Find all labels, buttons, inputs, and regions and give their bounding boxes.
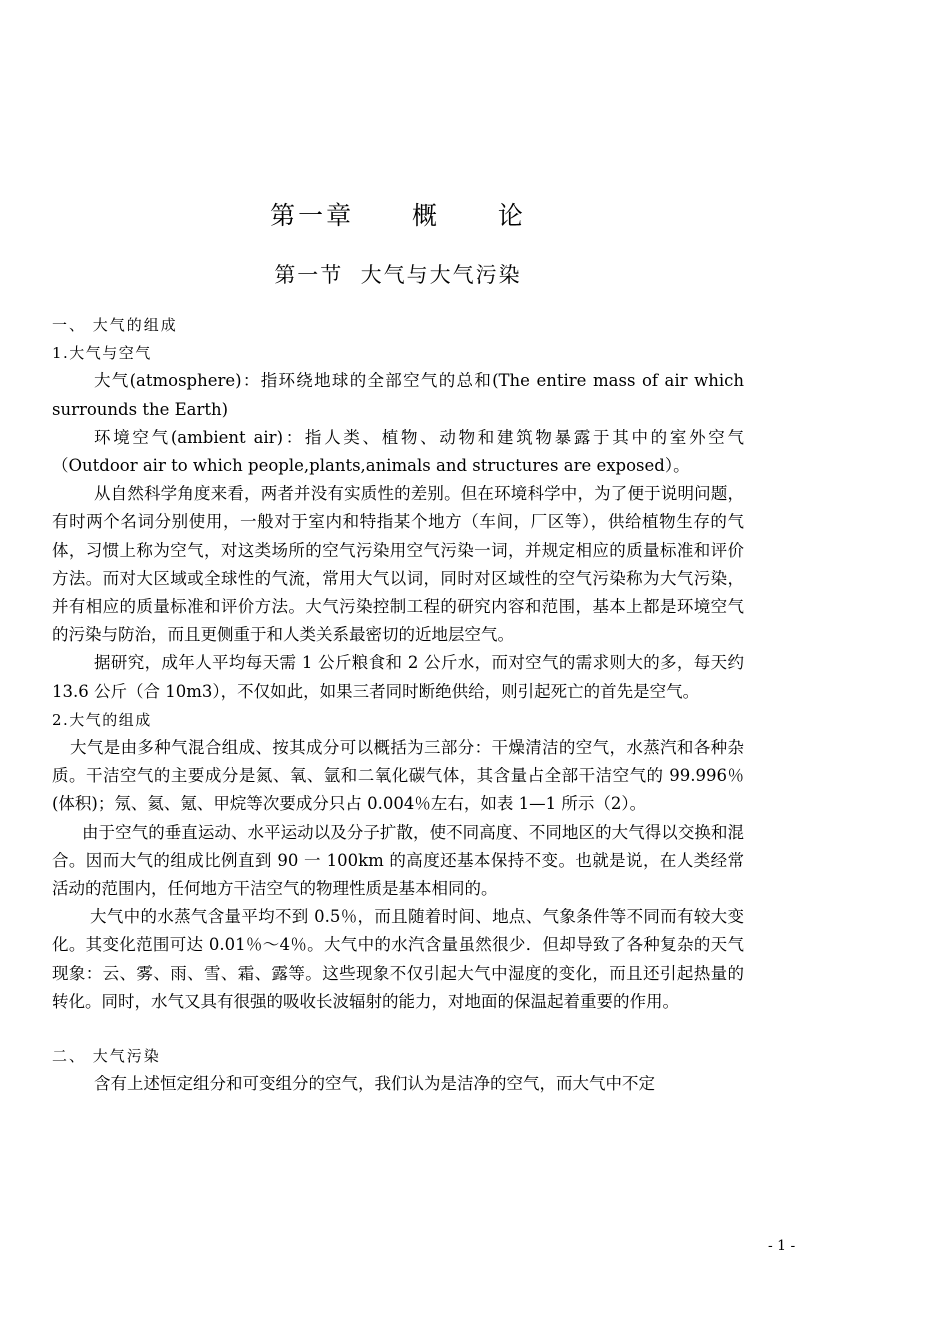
paragraph-pollution: 含有上述恒定组分和可变组分的空气，我们认为是洁净的空气，而大气中不定: [94, 1074, 655, 1094]
paragraph-mixing: 由于空气的垂直运动、水平运动以及分子扩散，使不同高度、不同地区的大气得以交换和混合。因而大气的组成比例直到 90 一 100km 的高度还基本保持不变。也就是说，在人类经常活动的范围内，任何地方干洁空气的物理性质是基本相同的。: [52, 822, 744, 899]
section-title: 第一节 大气与大气污染: [274, 263, 522, 287]
paragraph-ambient-air-definition: 环境空气(ambient air)：指人类、植物、动物和建筑物暴露于其中的室外空气（Outdoor air to which people,plants,animals and structures are exposed）。: [52, 427, 744, 476]
paragraph-water-vapor: 大气中的水蒸气含量平均不到 0.5％，而且随着时间、地点、气象条件等不同而有较大变化。其变化范围可达 0.01％～4％。大气中的水汽含量虽然很少．但却导致了各种复杂的天气现象：云、雾、雨、雪、霜、露等。这些现象不仅引起大气中湿度的变化，而且还引起热量的转化。同时，水气又具有很强的吸收长波辐射的能力，对地面的保温起着重要的作用。: [52, 907, 744, 1011]
subheading-atmosphere-and-air: 1.大气与空气: [52, 344, 152, 363]
body-text: [52, 311, 744, 1098]
paragraph-atmosphere-definition: 大气(atmosphere)：指环绕地球的全部空气的总和(The entire mass of air which surrounds the Earth): [52, 371, 744, 419]
heading-composition: 一、 大气的组成: [52, 316, 178, 334]
heading-pollution: 二、 大气污染: [52, 1047, 161, 1066]
page-number: - 1 -: [768, 1238, 796, 1254]
subheading-atmosphere-composition: 2.大气的组成: [52, 710, 152, 729]
chapter-title: 第一章 概 论: [270, 201, 526, 230]
paragraph-research: 据研究，成年人平均每天需 1 公斤粮食和 2 公斤水，而对空气的需求则大的多，每天约 13.6 公斤（合 10m3），不仅如此，如果三者同时断绝供给，则引起死亡的首先是空气。: [52, 653, 744, 701]
paragraph-composition: 大气是由多种气混合组成、按其成分可以概括为三部分：干燥清洁的空气，水蒸汽和各种杂质。干洁空气的主要成分是氮、氧、氩和二氧化碳气体，其含量占全部干洁空气的 99.996％(体积)；氖、氦、氪、甲烷等次要成分只占 0.004％左右，如表 1—1 所示（2）。: [52, 738, 744, 814]
paragraph-difference: 从自然科学角度来看，两者并没有实质性的差别。但在环境科学中，为了便于说明问题，有时两个名词分别使用，一般对于室内和特指某个地方（车间，厂区等），供给植物生存的气体，习惯上称为空气，对这类场所的空气污染用空气污染一词，并规定相应的质量标准和评价方法。而对大区域或全球性的气流，常用大气以词，同时对区域性的空气污染称为大气污染，并有相应的质量标准和评价方法。大气污染控制工程的研究内容和范围，基本上都是环境空气的污染与防治，而且更侧重于和人类关系最密切的近地层空气。: [52, 484, 744, 645]
section-gap: [52, 1016, 744, 1042]
